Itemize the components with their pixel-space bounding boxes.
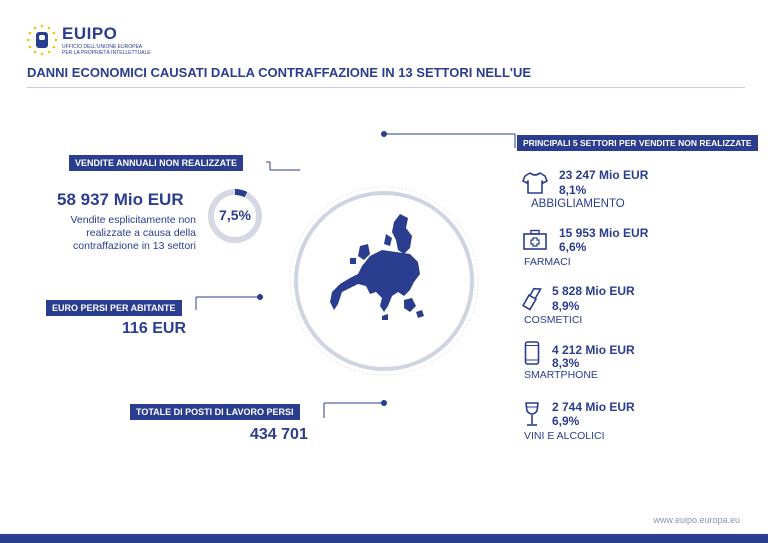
- page-title: DANNI ECONOMICI CAUSATI DALLA CONTRAFFAZIONE IN 13 SETTORI NELL'UE: [27, 65, 532, 80]
- europe-map: [330, 212, 440, 324]
- sector-5-name: VINI E ALCOLICI: [524, 430, 605, 442]
- annual-sales-tag: VENDITE ANNUALI NON REALIZZATE: [69, 155, 243, 171]
- jobs-value: 434 701: [250, 426, 308, 443]
- sector-2-percent: 6,6%: [559, 240, 587, 254]
- lipstick-icon: [522, 285, 542, 311]
- medkit-icon: [522, 229, 548, 251]
- per-capita-tag: EURO PERSI PER ABITANTE: [46, 300, 182, 316]
- sector-1-value: 23 247 Mio EUR: [559, 168, 649, 182]
- annual-desc-line2: realizzate a causa della: [86, 227, 196, 239]
- sector-5-value: 2 744 Mio EUR: [552, 400, 635, 414]
- smartphone-icon: [524, 341, 540, 365]
- sector-3-value: 5 828 Mio EUR: [552, 284, 635, 298]
- sector-4-name: SMARTPHONE: [524, 369, 598, 381]
- sectors-tag: PRINCIPALI 5 SETTORI PER VENDITE NON REALIZZATE: [517, 135, 758, 151]
- footer-url[interactable]: www.euipo.europa.eu: [653, 515, 740, 525]
- sector-4-value: 4 212 Mio EUR: [552, 343, 635, 357]
- annual-sales-value: 58 937 Mio EUR: [57, 190, 184, 209]
- annual-share-percent: 7,5%: [219, 207, 251, 223]
- sector-1-percent: 8,1%: [559, 183, 587, 197]
- sector-4-percent: 8,3%: [552, 356, 580, 370]
- sector-2-value: 15 953 Mio EUR: [559, 226, 649, 240]
- per-capita-value: 116 EUR: [122, 320, 187, 337]
- sector-2-name: FARMACI: [524, 256, 571, 268]
- annual-desc-line3: contraffazione in 13 settori: [73, 240, 196, 252]
- sector-3-name: COSMETICI: [524, 314, 583, 326]
- tshirt-icon: [522, 171, 548, 195]
- logo-subtitle-line2: PER LA PROPRIETÀ INTELLETTUALE: [62, 50, 151, 56]
- footer-bar: [0, 534, 768, 543]
- logo-wordmark: EUIPO: [62, 24, 118, 43]
- annual-sales-description: [40, 214, 196, 253]
- logo-subtitle-line1: UFFICIO DELL'UNIONE EUROPEA: [62, 44, 143, 50]
- annual-desc-line1: Vendite esplicitamente non: [70, 214, 196, 226]
- sector-1-name: ABBIGLIAMENTO: [531, 198, 625, 210]
- sector-5-percent: 6,9%: [552, 414, 580, 428]
- wine-glass-icon: [523, 401, 541, 427]
- jobs-tag: TOTALE DI POSTI DI LAVORO PERSI: [130, 404, 300, 420]
- sector-3-percent: 8,9%: [552, 299, 580, 313]
